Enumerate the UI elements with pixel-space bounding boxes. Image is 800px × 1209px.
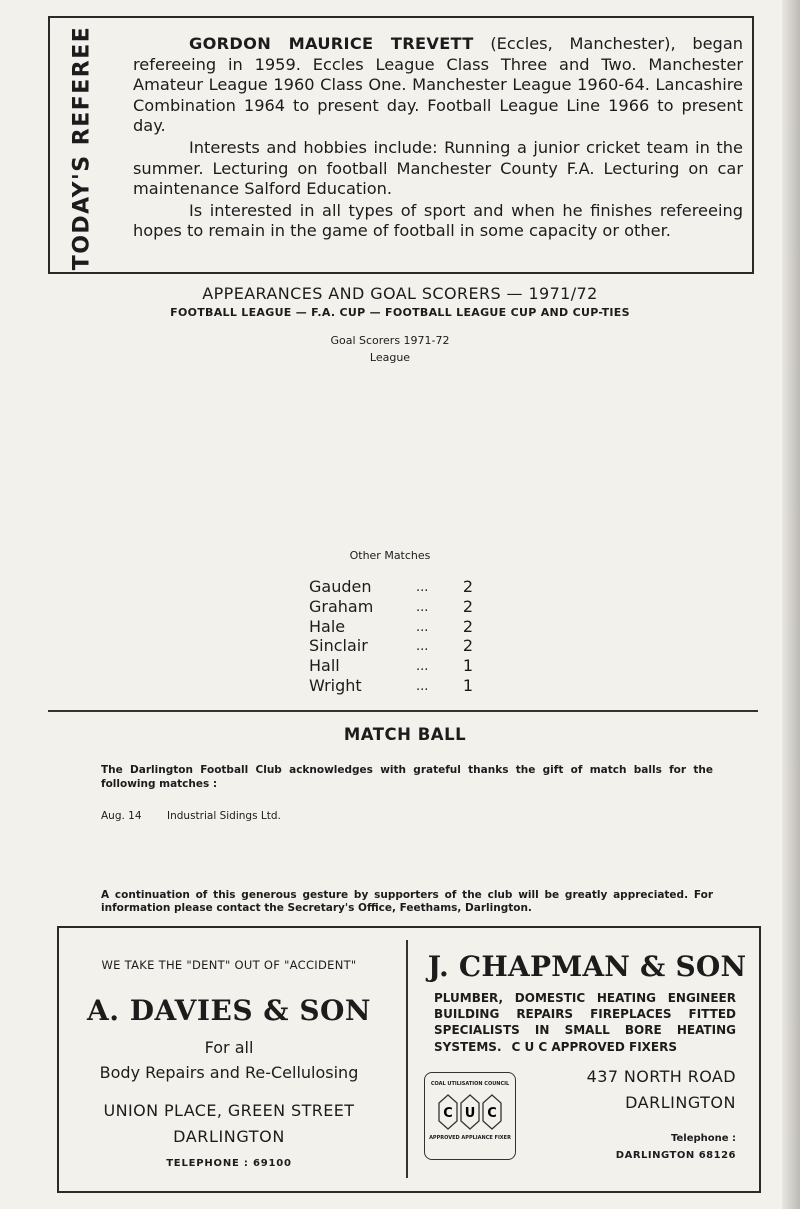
goal-scorers-heading: Goal Scorers 1971-72 — [330, 334, 450, 347]
leader-dots: ... — [416, 659, 429, 675]
adverts-divider — [406, 940, 408, 1178]
davies-town: DARLINGTON — [173, 1127, 285, 1146]
list-item — [309, 597, 489, 617]
chapman-address: 437 NORTH ROAD — [586, 1067, 736, 1086]
referee-bio — [133, 34, 743, 242]
desc-word: BUILDING — [434, 1007, 500, 1022]
leader-dots: ... — [416, 678, 429, 694]
referee-para-1-text: (Eccles, Manchester), began refereeing in 1959. Eccles League Class Three and Two. Manchester Amateur League 1960 Class One. Manchester League 1960-64. Lancashire Combination 1964 to present day. Football League Line 1966 to present day. — [133, 34, 744, 136]
cuc-badge — [424, 1072, 516, 1160]
desc-word: SYSTEMS. — [434, 1039, 502, 1054]
desc-word: ENGINEER — [667, 991, 736, 1005]
scorer-goals: 2 — [462, 577, 474, 596]
scorer-name: Graham — [309, 596, 374, 616]
match-date: Aug. 14 — [101, 810, 142, 822]
section-divider — [48, 710, 758, 712]
match-donor: Industrial Sidings Ltd. — [167, 810, 281, 822]
desc-word: DOMESTIC — [514, 991, 586, 1005]
appearances-title: APPEARANCES AND GOAL SCORERS — 1971/72 — [202, 284, 598, 303]
list-item — [309, 617, 489, 637]
chapman-telephone: DARLINGTON 68126 — [615, 1150, 736, 1161]
desc-word: IN — [534, 1023, 550, 1038]
referee-vertical-heading — [56, 25, 108, 271]
scorer-name: Gauden — [309, 577, 372, 596]
leader-dots: ... — [416, 619, 429, 635]
cuc-letter: C — [487, 1106, 497, 1121]
desc-word: SMALL — [564, 1023, 610, 1038]
scorer-name: Hale — [309, 616, 346, 636]
desc-word: HEATING — [676, 1023, 736, 1038]
davies-services: Body Repairs and Re-Cellulosing — [99, 1063, 359, 1082]
referee-para-2 — [133, 138, 743, 200]
cuc-badge-emblem — [437, 1093, 503, 1131]
referee-para-1 — [133, 34, 743, 137]
davies-for-all: For all — [204, 1038, 254, 1057]
scorer-goals: 2 — [462, 636, 474, 656]
referee-para-2-text: Interests and hobbies include: Running a junior cricket team in the summer. Lecturing on football Manchester County F.A. Lecturing on car maintenance Salford Education. — [133, 137, 743, 199]
list-item — [309, 676, 489, 696]
chapman-telephone-label: Telephone : — [670, 1133, 736, 1144]
leader-dots: ... — [416, 599, 429, 615]
desc-word: FITTED — [688, 1007, 736, 1022]
cuc-approved-fixers: C U C APPROVED FIXERS — [511, 1039, 678, 1054]
cuc-letter: U — [464, 1106, 476, 1121]
davies-telephone: TELEPHONE : 69100 — [166, 1158, 292, 1169]
scorer-goals: 1 — [462, 675, 474, 695]
list-item — [309, 636, 489, 656]
chapman-desc-line-1 — [434, 990, 736, 1006]
appearances-subtitle: FOOTBALL LEAGUE — F.A. CUP — FOOTBALL LEAGUE CUP AND CUP-TIES — [170, 306, 630, 319]
chapman-desc-line-2 — [434, 1006, 736, 1022]
scorer-name: Hall — [309, 656, 340, 676]
match-ball-text: The Darlington Football Club acknowledges with grateful thanks the gift of match balls for the following matches : — [101, 764, 713, 790]
desc-word: BORE — [624, 1023, 662, 1038]
chapman-description — [434, 990, 736, 1055]
desc-word: PLUMBER, — [434, 991, 504, 1005]
leader-dots: ... — [416, 580, 429, 595]
referee-vertical-label: TODAY'S REFEREE — [69, 25, 95, 271]
referee-para-3 — [133, 201, 743, 242]
chapman-desc-line-3 — [434, 1022, 736, 1038]
chapman-desc-line-4 — [434, 1039, 736, 1055]
list-item — [309, 577, 489, 597]
league-heading: League — [369, 351, 411, 364]
match-ball-continuation: A continuation of this generous gesture by supporters of the club will be greatly appreciated. For information please contact the Secretary's Office, Feethams, Darlington. — [101, 889, 713, 914]
davies-address: UNION PLACE, GREEN STREET — [103, 1101, 355, 1120]
chapman-town: DARLINGTON — [625, 1093, 736, 1112]
scorer-goals: 2 — [462, 616, 474, 636]
scorer-name: Sinclair — [309, 636, 368, 656]
other-matches-list — [309, 577, 489, 696]
match-ball-title: MATCH BALL — [343, 725, 467, 744]
desc-word: REPAIRS — [516, 1007, 574, 1022]
list-item — [309, 656, 489, 676]
referee-name: GORDON MAURICE TREVETT — [189, 34, 474, 53]
cuc-badge-bottom: APPROVED APPLIANCE FIXER — [429, 1135, 511, 1141]
scorer-goals: 1 — [462, 656, 474, 676]
desc-word: SPECIALISTS — [434, 1023, 520, 1038]
davies-name: A. DAVIES & SON — [86, 994, 372, 1027]
desc-word: FIREPLACES — [590, 1007, 672, 1022]
page-edge-shadow — [782, 0, 800, 1209]
referee-para-3-text: Is interested in all types of sport and when he finishes refereeing hopes to remain in the game of football in some capacity or other. — [133, 200, 743, 241]
desc-word: HEATING — [596, 991, 657, 1005]
cuc-letter: C — [443, 1106, 453, 1121]
davies-tagline: WE TAKE THE "DENT" OUT OF "ACCIDENT" — [101, 958, 357, 972]
cuc-badge-top: COAL UTILISATION COUNCIL — [430, 1081, 510, 1087]
chapman-name: J. CHAPMAN & SON — [427, 950, 747, 983]
leader-dots: ... — [416, 639, 429, 655]
scorer-name: Wright — [309, 675, 362, 695]
other-matches-heading: Other Matches — [349, 549, 431, 562]
scorer-goals: 2 — [462, 596, 474, 616]
match-ball-entry — [101, 810, 281, 822]
